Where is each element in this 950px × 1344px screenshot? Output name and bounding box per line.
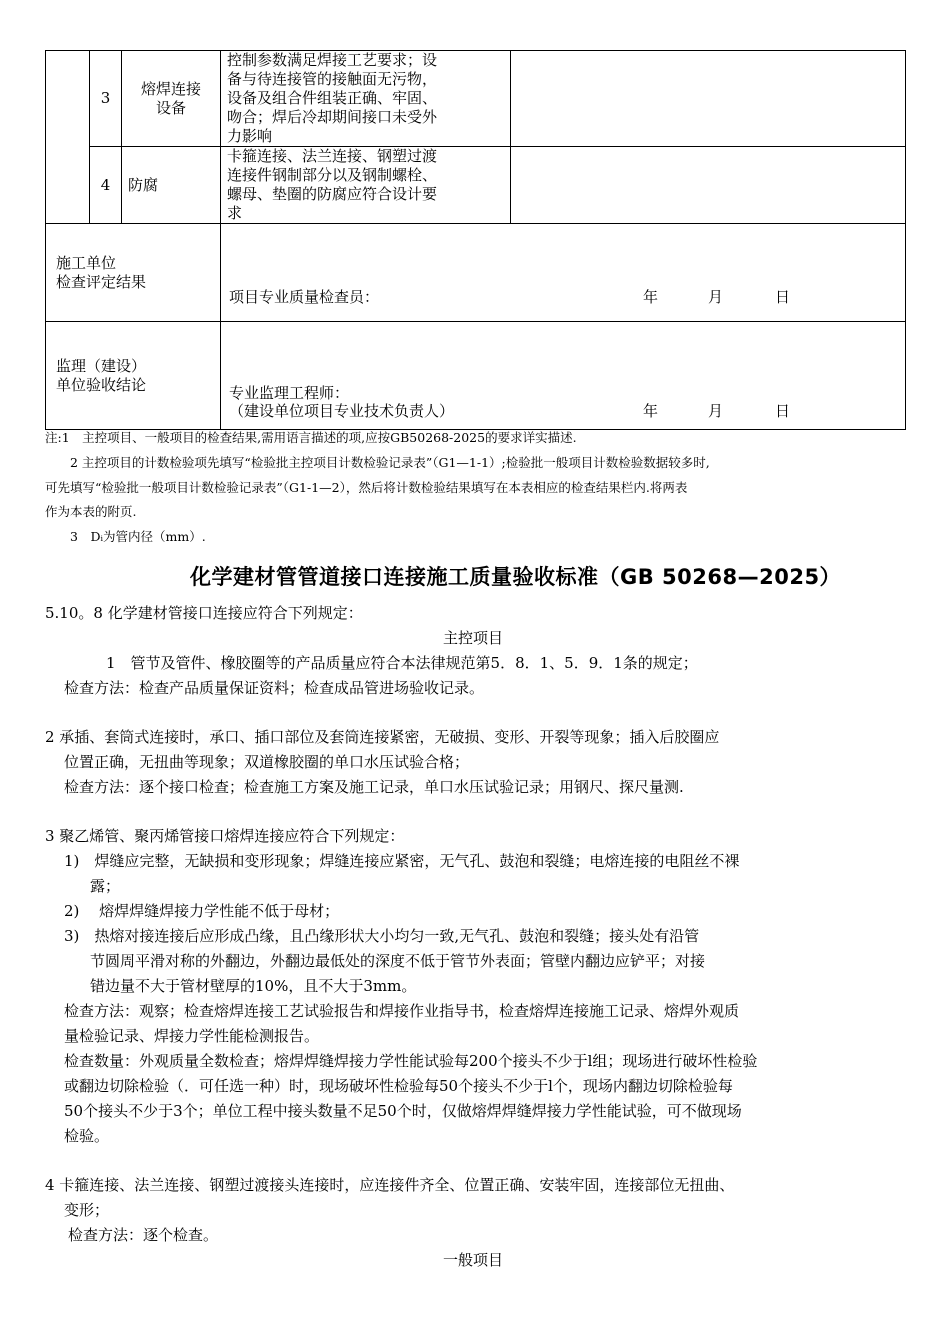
page-title: 化学建材管管道接口连接施工质量验收标准（GB 50268—2025） <box>190 565 842 589</box>
item-name: 防腐 <box>122 147 221 224</box>
note-line: 作为本表的附页. <box>45 504 137 519</box>
note-line: 注:1 主控项目、一般项目的检查结果,需用语言描述的项,应按GB50268-2025的要求详实描述. <box>45 430 577 445</box>
sub-item-text: 露； <box>90 877 121 895</box>
sub-item-text: 节圆周平滑对称的外翻边，外翻边最低处的深度不低于管节外表面；管壁内翻边应铲平；对接 <box>90 952 706 970</box>
sub-item-text: 2) 熔焊焊缝焊接力学性能不低于母材； <box>64 902 340 920</box>
item-text: 1 管节及管件、橡胶圈等的产品质量应符合本法律规范第5．8．1、5．9．1条的规定； <box>106 654 698 672</box>
result-cell[interactable] <box>511 51 906 147</box>
item-text: 位置正确，无扭曲等现象；双道橡胶圈的单口水压试验合格； <box>64 753 470 771</box>
check-quantity: 50个接头不少于3个；单位工程中接头数量不足50个时，仅做熔焊焊缝焊接力学性能试验，可不做现场 <box>64 1102 742 1120</box>
item-requirement: 控制参数满足焊接工艺要求；设 备与待连接管的接触面无污物， 设备及组合件组装正确、牢固、 吻合；焊后冷却期间接口未受外 力影响 <box>221 51 511 147</box>
sub-item-text: 错边量不大于管材壁厚的10%，且不大于3mm。 <box>90 977 417 995</box>
check-method: 量检验记录、焊接力学性能检测报告。 <box>64 1027 320 1045</box>
year-label: 年 <box>643 402 659 420</box>
blank-cell <box>46 51 90 224</box>
engineer-alt-label: （建设单位项目专业技术负责人） <box>229 402 455 420</box>
year-label: 年 <box>643 288 659 306</box>
sub-item-text: 3) 热熔对接连接后应形成凸缘，且凸缘形状大小均匀一致,无气孔、鼓泡和裂缝；接头处有沿管 <box>64 927 700 945</box>
note-line: 2 主控项目的计数检验项先填写“检验批主控项目计数检验记录表”（G1—1-1）;检验批一般项目计数检验数据较多时, <box>45 455 710 470</box>
item-requirement: 卡箍连接、法兰连接、钢塑过渡 连接件钢制部分以及钢制螺栓、 螺母、垫圈的防腐应符合设计要 求 <box>221 147 511 224</box>
month-label: 月 <box>708 288 724 306</box>
sub-item-text: 1) 焊缝应完整，无缺损和变形现象；焊缝连接应紧密，无气孔、鼓泡和裂缝；电熔连接的电阻丝不裸 <box>64 852 740 870</box>
day-label: 日 <box>775 402 791 420</box>
construction-signoff[interactable] <box>221 224 906 322</box>
day-label: 日 <box>775 288 791 306</box>
check-method: 检查方法：逐个检查。 <box>68 1226 219 1244</box>
item-text: 变形； <box>64 1201 110 1219</box>
supervision-label: 监理（建设） 单位验收结论 <box>46 322 221 430</box>
row-number: 4 <box>90 147 122 224</box>
check-quantity: 检验。 <box>64 1127 110 1145</box>
general-heading: 一般项目 <box>443 1251 504 1269</box>
construction-row <box>46 224 906 322</box>
supervision-signoff[interactable] <box>221 322 906 430</box>
item-text: 4 卡箍连接、法兰连接、钢塑过渡接头连接时，应连接件齐全、位置正确、安装牢固，连接部位无扭曲、 <box>45 1176 735 1194</box>
table-row <box>46 147 906 224</box>
result-cell[interactable] <box>511 147 906 224</box>
supervision-row <box>46 322 906 430</box>
engineer-label: 专业监理工程师： <box>229 384 350 402</box>
row-number: 3 <box>90 51 122 147</box>
note-line: 3 Dᵢ为管内径（mm）. <box>45 529 206 544</box>
note-line: 可先填写“检验批一般项目计数检验记录表”（G1-1—2），然后将计数检验结果填写在本表相应的检查结果栏内.将两表 <box>45 480 688 495</box>
intro-text: 5.10。8 化学建材管接口连接应符合下列规定： <box>45 604 363 622</box>
check-quantity: 检查数量：外观质量全数检查；熔焊焊缝焊接力学性能试验每200个接头不少于l组；现场进行破坏性检验 <box>64 1052 758 1070</box>
table-row <box>46 51 906 147</box>
check-method: 检查方法：逐个接口检查；检查施工方案及施工记录，单口水压试验记录；用钢尺、探尺量测. <box>64 778 684 796</box>
inspection-table <box>45 50 906 430</box>
item-text: 2 承插、套筒式连接时，承口、插口部位及套筒连接紧密，无破损、变形、开裂等现象；插入后胶圈应 <box>45 728 720 746</box>
item-name: 熔焊连接 设备 <box>122 51 221 147</box>
item-text: 3 聚乙烯管、聚丙烯管接口熔焊连接应符合下列规定： <box>45 827 405 845</box>
inspector-label: 项目专业质量检查员： <box>229 288 380 306</box>
month-label: 月 <box>708 402 724 420</box>
main-heading: 主控项目 <box>443 629 504 647</box>
construction-label: 施工单位 检查评定结果 <box>46 224 221 322</box>
check-quantity: 或翻边切除检验（．可任选一种）时，现场破坏性检验每50个接头不少于l个，现场内翻边切除检验每 <box>64 1077 733 1095</box>
check-method: 检查方法：检查产品质量保证资料；检查成品管进场验收记录。 <box>64 679 485 697</box>
check-method: 检查方法：观察；检查熔焊连接工艺试验报告和焊接作业指导书，检查熔焊连接施工记录、熔焊外观质 <box>64 1002 740 1020</box>
